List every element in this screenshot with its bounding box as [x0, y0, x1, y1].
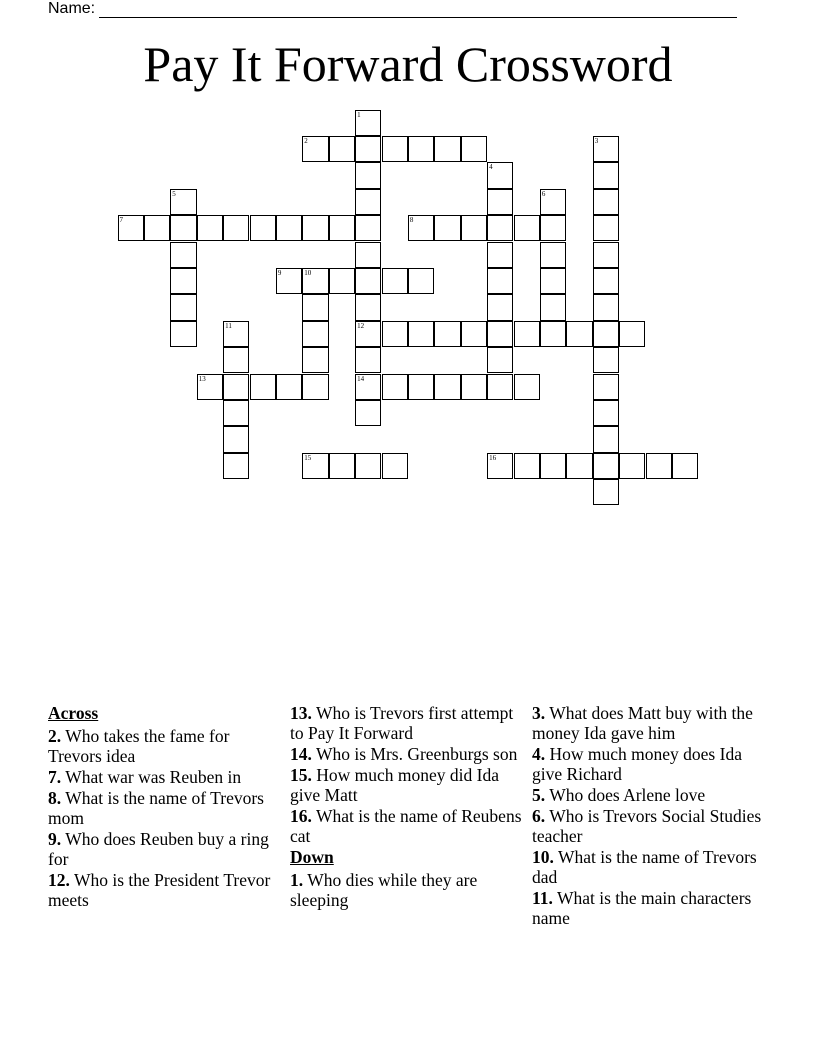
grid-cell[interactable] — [593, 400, 619, 426]
grid-cell[interactable] — [487, 347, 513, 373]
grid-cell[interactable] — [329, 268, 355, 294]
grid-cell[interactable] — [355, 110, 381, 136]
grid-cell[interactable] — [461, 215, 487, 241]
grid-cell[interactable] — [540, 321, 566, 347]
grid-cell[interactable] — [540, 268, 566, 294]
clue-across-15: 15. How much money did Ida give Matt — [290, 765, 499, 805]
clue-down-4: 4. How much money does Ida give Richard — [532, 744, 742, 784]
grid-cell[interactable] — [355, 189, 381, 215]
grid-cell[interactable] — [382, 321, 408, 347]
grid-cell[interactable] — [302, 374, 328, 400]
grid-cell[interactable] — [514, 374, 540, 400]
grid-cell[interactable] — [355, 242, 381, 268]
grid-cell[interactable] — [461, 136, 487, 162]
grid-cell[interactable] — [408, 321, 434, 347]
clue-down-11: 11. What is the main characters name — [532, 888, 752, 928]
grid-cell[interactable] — [540, 294, 566, 320]
clue-number: 8 — [409, 216, 414, 225]
grid-cell[interactable] — [593, 242, 619, 268]
grid-cell[interactable] — [355, 374, 381, 400]
down-heading: Down — [290, 847, 334, 867]
grid-cell[interactable] — [329, 215, 355, 241]
grid-cell[interactable] — [487, 162, 513, 188]
grid-cell[interactable] — [223, 426, 249, 452]
clue-number: 14 — [357, 374, 365, 383]
grid-cell[interactable] — [461, 374, 487, 400]
grid-cell[interactable] — [487, 294, 513, 320]
grid-cell[interactable] — [382, 136, 408, 162]
clue-across-12: 12. Who is the President Trevor meets — [48, 870, 271, 910]
grid-cell[interactable] — [646, 453, 672, 479]
grid-cell[interactable] — [355, 215, 381, 241]
grid-cell[interactable] — [619, 321, 645, 347]
clue-across-14: 14. Who is Mrs. Greenburgs son — [290, 744, 518, 764]
clue-number: 15 — [304, 453, 312, 462]
grid-cell[interactable] — [170, 321, 196, 347]
grid-cell[interactable] — [223, 453, 249, 479]
grid-cell[interactable] — [514, 215, 540, 241]
grid-cell[interactable] — [540, 453, 566, 479]
grid-cell[interactable] — [487, 374, 513, 400]
grid-cell[interactable] — [170, 268, 196, 294]
grid-cell[interactable] — [593, 347, 619, 373]
grid-cell[interactable] — [434, 215, 460, 241]
grid-cell[interactable] — [355, 400, 381, 426]
clue-across-16: 16. What is the name of Reubens cat — [290, 806, 522, 846]
grid-cell[interactable] — [382, 374, 408, 400]
grid-cell[interactable] — [487, 268, 513, 294]
grid-cell[interactable] — [250, 374, 276, 400]
grid-cell[interactable] — [197, 215, 223, 241]
grid-cell[interactable] — [593, 453, 619, 479]
grid-cell[interactable] — [593, 426, 619, 452]
grid-cell[interactable] — [593, 136, 619, 162]
clue-down-1: 1. Who dies while they are sleeping — [290, 870, 478, 910]
grid-cell[interactable] — [276, 215, 302, 241]
clue-number: 5 — [172, 189, 176, 198]
grid-cell[interactable] — [355, 136, 381, 162]
clue-number: 13 — [198, 374, 206, 383]
clue-number: 16 — [489, 453, 497, 462]
grid-cell[interactable] — [223, 215, 249, 241]
grid-cell[interactable] — [118, 215, 144, 241]
grid-cell[interactable] — [408, 215, 434, 241]
grid-cell[interactable] — [276, 374, 302, 400]
clue-column-3 — [532, 703, 764, 929]
clue-down-3: 3. What does Matt buy with the money Ida gave him — [532, 703, 753, 743]
grid-cell[interactable] — [434, 136, 460, 162]
across-heading: Across — [48, 703, 99, 723]
clue-number: 2 — [304, 136, 308, 145]
grid-cell[interactable] — [593, 374, 619, 400]
clue-across-2: 2. Who takes the fame for Trevors idea — [48, 726, 230, 766]
grid-cell[interactable] — [197, 374, 223, 400]
grid-cell[interactable] — [223, 400, 249, 426]
grid-cell[interactable] — [487, 242, 513, 268]
grid-cell[interactable] — [355, 453, 381, 479]
grid-cell[interactable] — [540, 242, 566, 268]
grid-cell[interactable] — [302, 453, 328, 479]
grid-cell[interactable] — [170, 294, 196, 320]
grid-cell[interactable] — [223, 374, 249, 400]
clue-across-13: 13. Who is Trevors first attempt to Pay It Forward — [290, 703, 514, 743]
grid-cell[interactable] — [302, 215, 328, 241]
clue-number: 4 — [489, 163, 493, 172]
grid-cell[interactable] — [408, 136, 434, 162]
clue-across-9: 9. Who does Reuben buy a ring for — [48, 829, 269, 869]
grid-cell[interactable] — [593, 215, 619, 241]
grid-cell[interactable] — [302, 321, 328, 347]
grid-cell[interactable] — [514, 453, 540, 479]
clue-number: 10 — [304, 268, 312, 277]
grid-cell[interactable] — [302, 294, 328, 320]
clue-column-2 — [290, 703, 522, 911]
grid-cell[interactable] — [540, 215, 566, 241]
grid-cell[interactable] — [223, 321, 249, 347]
grid-cell[interactable] — [382, 268, 408, 294]
grid-cell[interactable] — [144, 215, 170, 241]
grid-cell[interactable] — [514, 321, 540, 347]
grid-cell[interactable] — [170, 215, 196, 241]
grid-cell[interactable] — [223, 347, 249, 373]
grid-cell[interactable] — [593, 162, 619, 188]
grid-cell[interactable] — [170, 242, 196, 268]
grid-cell[interactable] — [593, 294, 619, 320]
clue-number: 12 — [357, 321, 365, 330]
clue-number: 1 — [357, 110, 361, 119]
clue-number: 3 — [594, 136, 599, 145]
grid-cell[interactable] — [540, 189, 566, 215]
grid-cell[interactable] — [487, 215, 513, 241]
clue-number: 9 — [277, 268, 282, 277]
grid-cell[interactable] — [355, 268, 381, 294]
clue-number: 6 — [541, 189, 546, 198]
grid-cell[interactable] — [593, 268, 619, 294]
clue-across-7: 7. What war was Reuben in — [48, 767, 242, 787]
grid-cell[interactable] — [302, 347, 328, 373]
grid-cell[interactable] — [170, 189, 196, 215]
grid-cell[interactable] — [408, 374, 434, 400]
grid-cell[interactable] — [329, 136, 355, 162]
grid-cell[interactable] — [434, 321, 460, 347]
grid-cell[interactable] — [672, 453, 698, 479]
grid-cell[interactable] — [593, 189, 619, 215]
grid-cell[interactable] — [566, 321, 592, 347]
grid-cell[interactable] — [487, 189, 513, 215]
grid-cell[interactable] — [434, 374, 460, 400]
grid-cell[interactable] — [382, 453, 408, 479]
grid-cell[interactable] — [619, 453, 645, 479]
grid-cell[interactable] — [329, 453, 355, 479]
grid-cell[interactable] — [487, 321, 513, 347]
grid-cell[interactable] — [355, 294, 381, 320]
clue-number: 11 — [225, 321, 232, 330]
grid-cell[interactable] — [302, 268, 328, 294]
grid-cell[interactable] — [355, 162, 381, 188]
clue-down-10: 10. What is the name of Trevors dad — [532, 847, 757, 887]
grid-cell[interactable] — [593, 321, 619, 347]
grid-cell[interactable] — [566, 453, 592, 479]
grid-cell[interactable] — [408, 268, 434, 294]
grid-cell[interactable] — [593, 479, 619, 505]
grid-cell[interactable] — [355, 347, 381, 373]
clue-down-6: 6. Who is Trevors Social Studies teacher — [532, 806, 762, 846]
clue-number: 7 — [119, 216, 123, 225]
grid-cell[interactable] — [276, 268, 302, 294]
page-title: Pay It Forward Crossword — [143, 36, 673, 92]
grid-cell[interactable] — [487, 453, 513, 479]
grid-cell[interactable] — [250, 215, 276, 241]
name-label: Name: — [48, 0, 96, 17]
grid-cell[interactable] — [302, 136, 328, 162]
clue-column-1 — [48, 703, 280, 911]
grid-cell[interactable] — [355, 321, 381, 347]
clue-across-8: 8. What is the name of Trevors mom — [48, 788, 264, 828]
clue-down-5: 5. Who does Arlene love — [532, 785, 706, 805]
grid-cell[interactable] — [461, 321, 487, 347]
